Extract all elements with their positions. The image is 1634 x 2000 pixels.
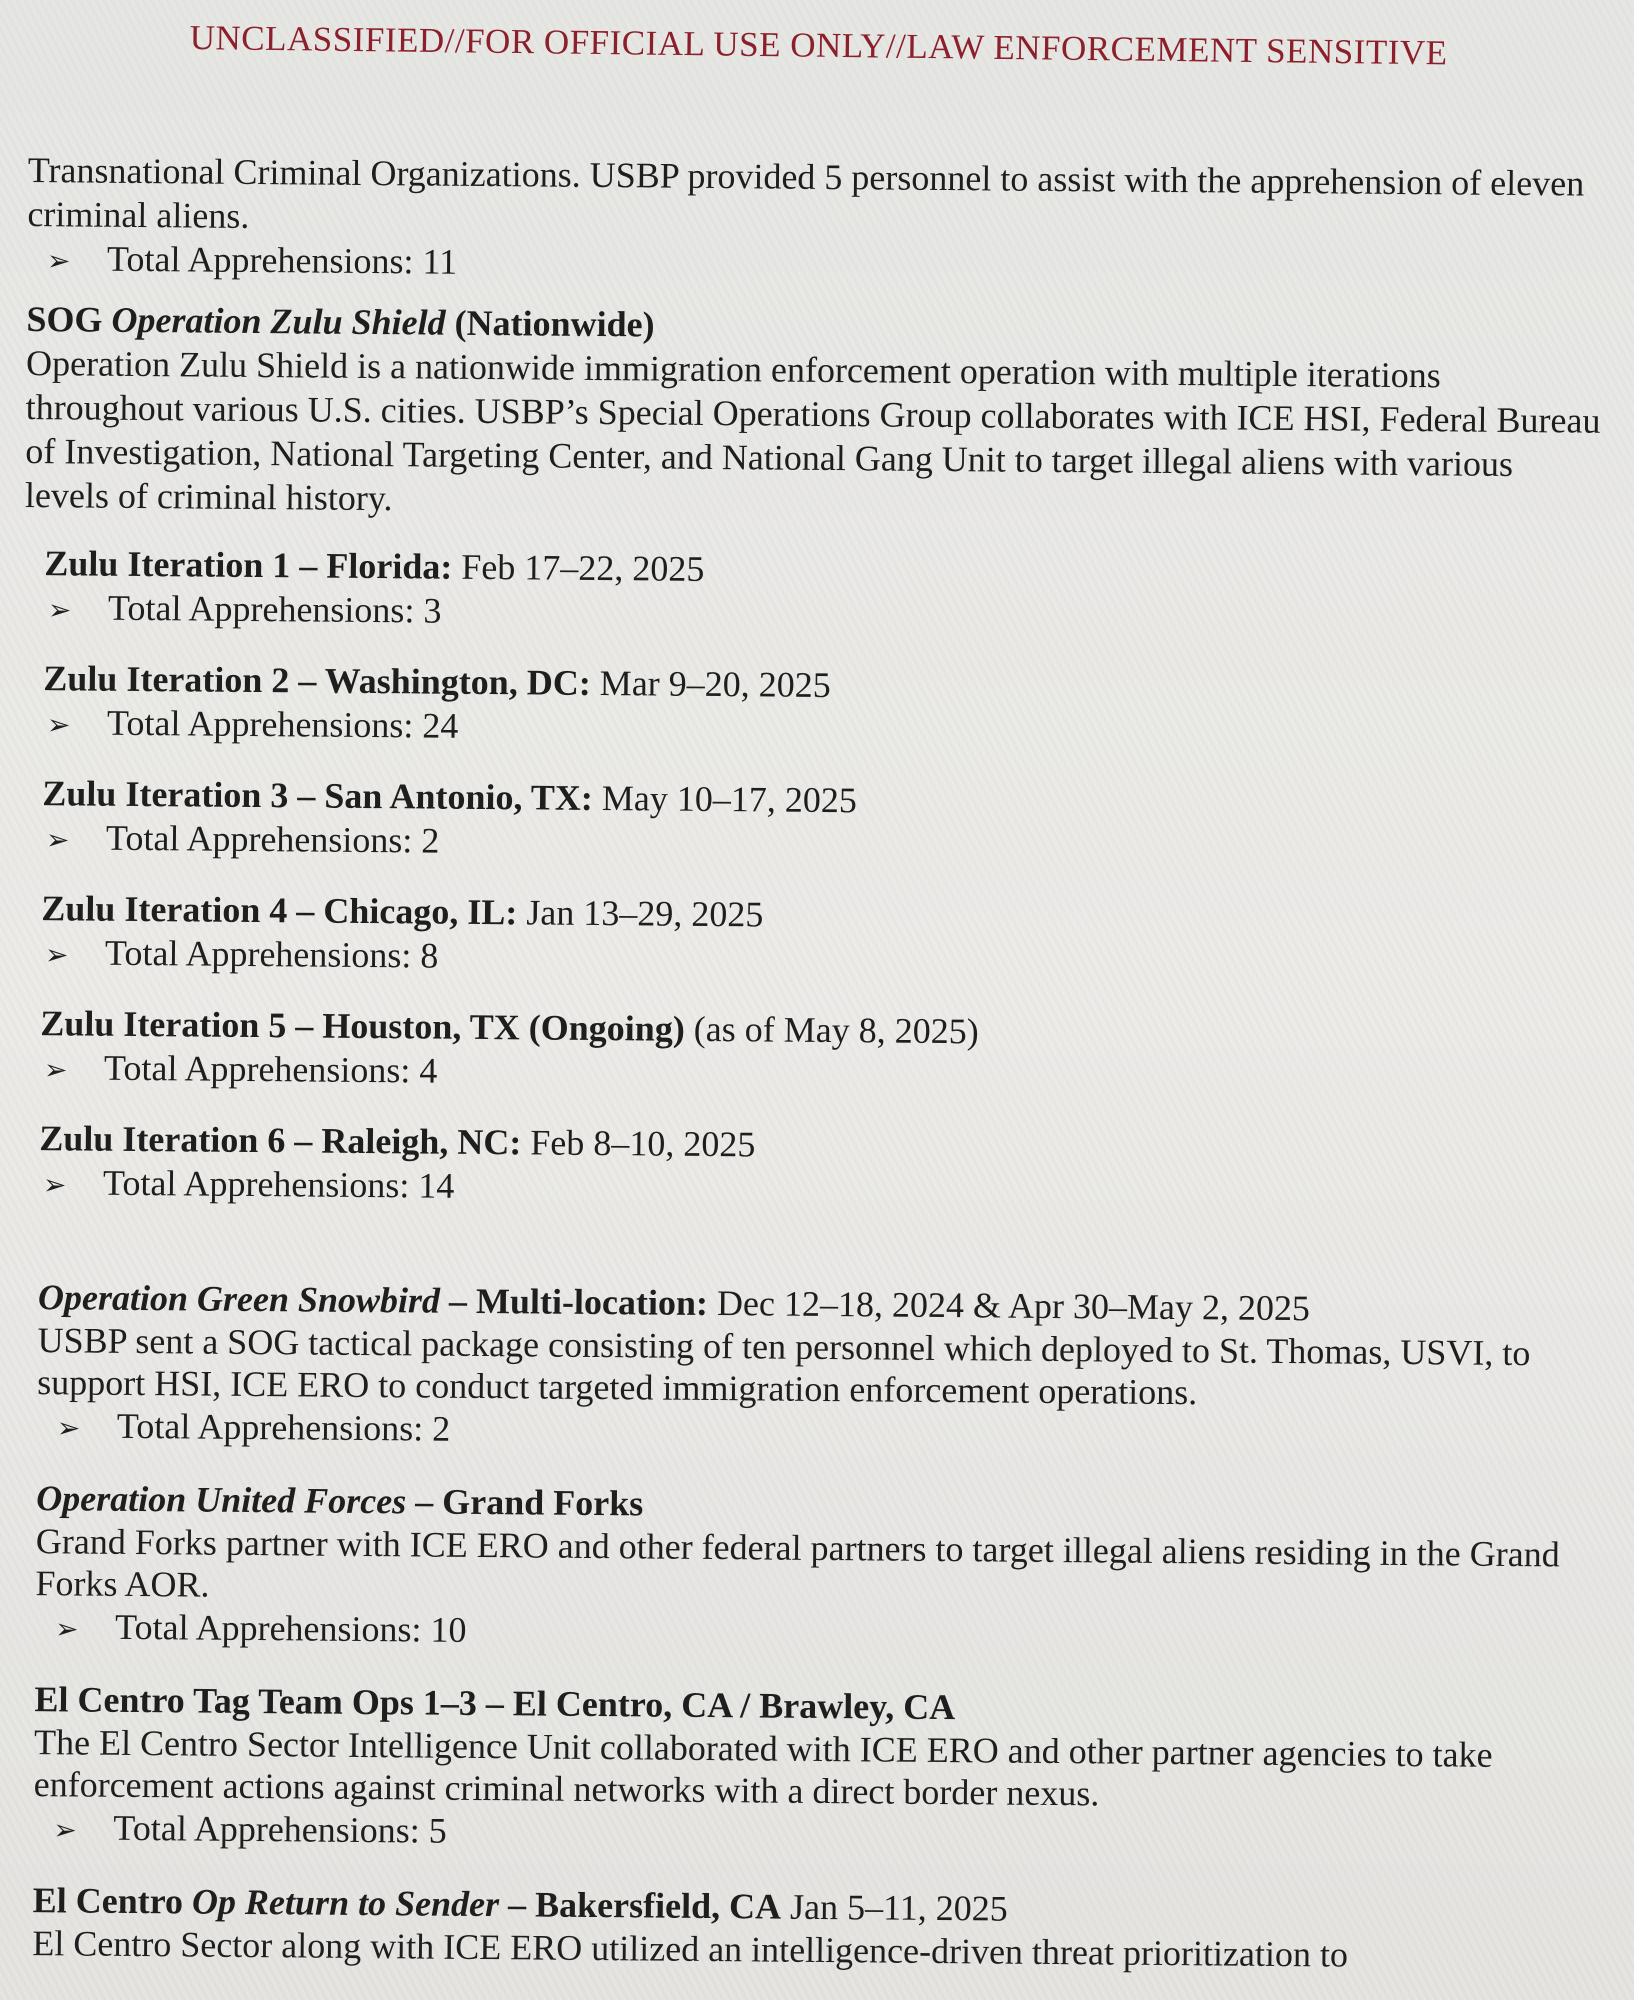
intro-paragraph: Transnational Criminal Organizations. USBP provided 5 personnel to assist with the apprehension of eleven criminal aliens. [27, 149, 1585, 236]
bullet-text: Total Apprehensions: 8 [104, 932, 439, 976]
operation-name: Operation Zulu Shield [111, 299, 446, 343]
operation-name: Operation United Forces [36, 1478, 407, 1522]
iteration-dates: (as of May 8, 2025) [684, 1008, 979, 1052]
arrow-bullet-icon: ➢ [43, 1053, 68, 1087]
arrow-bullet-icon: ➢ [53, 1813, 77, 1847]
bullet-text: Total Apprehensions: 24 [106, 702, 459, 746]
operation-dates: Dec 12–18, 2024 & Apr 30–May 2, 2025 [707, 1282, 1311, 1329]
zulu-iterations-list [19, 541, 1600, 1221]
iteration-dates: Mar 9–20, 2025 [590, 662, 831, 706]
heading-prefix: SOG [26, 298, 112, 340]
united-forces-description: Grand Forks partner with ICE ERO and other federal partners to target illegal aliens residing in the Grand Forks AOR. [35, 1521, 1560, 1605]
green-snowbird-description: USBP sent a SOG tactical package consisting of ten personnel which deployed to St. Thomas, USVI, to support HSI, ICE ERO to conduct targeted immigration enforcement operations. [37, 1320, 1531, 1413]
arrow-bullet-icon: ➢ [56, 1411, 81, 1445]
heading-scope: (Nationwide) [445, 302, 655, 345]
iteration-dates: Feb 8–10, 2025 [521, 1122, 756, 1165]
operation-location: – Multi-location: [439, 1280, 709, 1323]
arrow-bullet-icon: ➢ [45, 823, 70, 857]
arrow-bullet-icon: ➢ [47, 593, 72, 627]
bullet-text: Total Apprehensions: 5 [113, 1807, 447, 1851]
bullet-text: Total Apprehensions: 2 [105, 817, 440, 861]
arrow-bullet-icon: ➢ [46, 244, 71, 278]
operation-dates: Jan 5–11, 2025 [780, 1886, 1008, 1929]
bullet-text: Total Apprehensions: 10 [114, 1606, 467, 1650]
iteration-dates: Feb 17–22, 2025 [452, 546, 705, 589]
iteration-title: Zulu Iteration 1 – Florida: [44, 543, 453, 587]
bullet-text: Total Apprehensions: 2 [116, 1405, 451, 1449]
operation-name: Operation Green Snowbird [37, 1277, 441, 1321]
bullet-text: Total Apprehensions: 11 [106, 238, 458, 282]
bullet-text: Total Apprehensions: 3 [107, 587, 442, 631]
operation-title: El Centro Tag Team Ops 1–3 – El Centro, CA / Brawley, CA [34, 1679, 956, 1728]
iteration-dates: May 10–17, 2025 [592, 777, 857, 821]
bullet-text: Total Apprehensions: 4 [103, 1047, 438, 1091]
iteration-title: Zulu Iteration 5 – Houston, TX (Ongoing) [40, 1003, 685, 1049]
arrow-bullet-icon: ➢ [44, 938, 69, 972]
iteration-title: Zulu Iteration 2 – Washington, DC: [43, 658, 591, 703]
iteration-title: Zulu Iteration 4 – Chicago, IL: [41, 888, 518, 933]
classification-banner: UNCLASSIFIED//FOR OFFICIAL USE ONLY//LAW ENFORCEMENT SENSITIVE [189, 18, 1448, 73]
heading-prefix: El Centro [32, 1880, 193, 1922]
arrow-bullet-icon: ➢ [46, 708, 71, 742]
arrow-bullet-icon: ➢ [54, 1612, 79, 1646]
operation-location: – Bakersfield, CA [498, 1884, 782, 1927]
iteration-dates: Jan 13–29, 2025 [517, 892, 764, 935]
operation-location: – Grand Forks [406, 1481, 644, 1524]
bullet-text: Total Apprehensions: 14 [102, 1162, 455, 1206]
document-body [12, 148, 1603, 1978]
return-to-sender-description: El Centro Sector along with ICE ERO utilized an intelligence-driven threat prioritization to [32, 1923, 1349, 1975]
iteration-title: Zulu Iteration 6 – Raleigh, NC: [39, 1118, 522, 1163]
arrow-bullet-icon: ➢ [42, 1168, 67, 1202]
tag-team-description: The El Centro Sector Intelligence Unit collaborated with ICE ERO and other partner agencies to take enforcement actions against criminal networks with a direct border nexus. [33, 1722, 1493, 1814]
iteration-title: Zulu Iteration 3 – San Antonio, TX: [42, 773, 593, 818]
operation-name: Op Return to Sender [191, 1881, 500, 1925]
zulu-shield-description: Operation Zulu Shield is a nationwide immigration enforcement operation with multiple iterations throughout various U.S. cities. USBP’s Special Operations Group collaborates with ICE HSI, Federal Bureau of Investigation, National Targeting Center, and National Gang Unit to target illegal aliens with various levels of criminal history. [24, 342, 1601, 519]
